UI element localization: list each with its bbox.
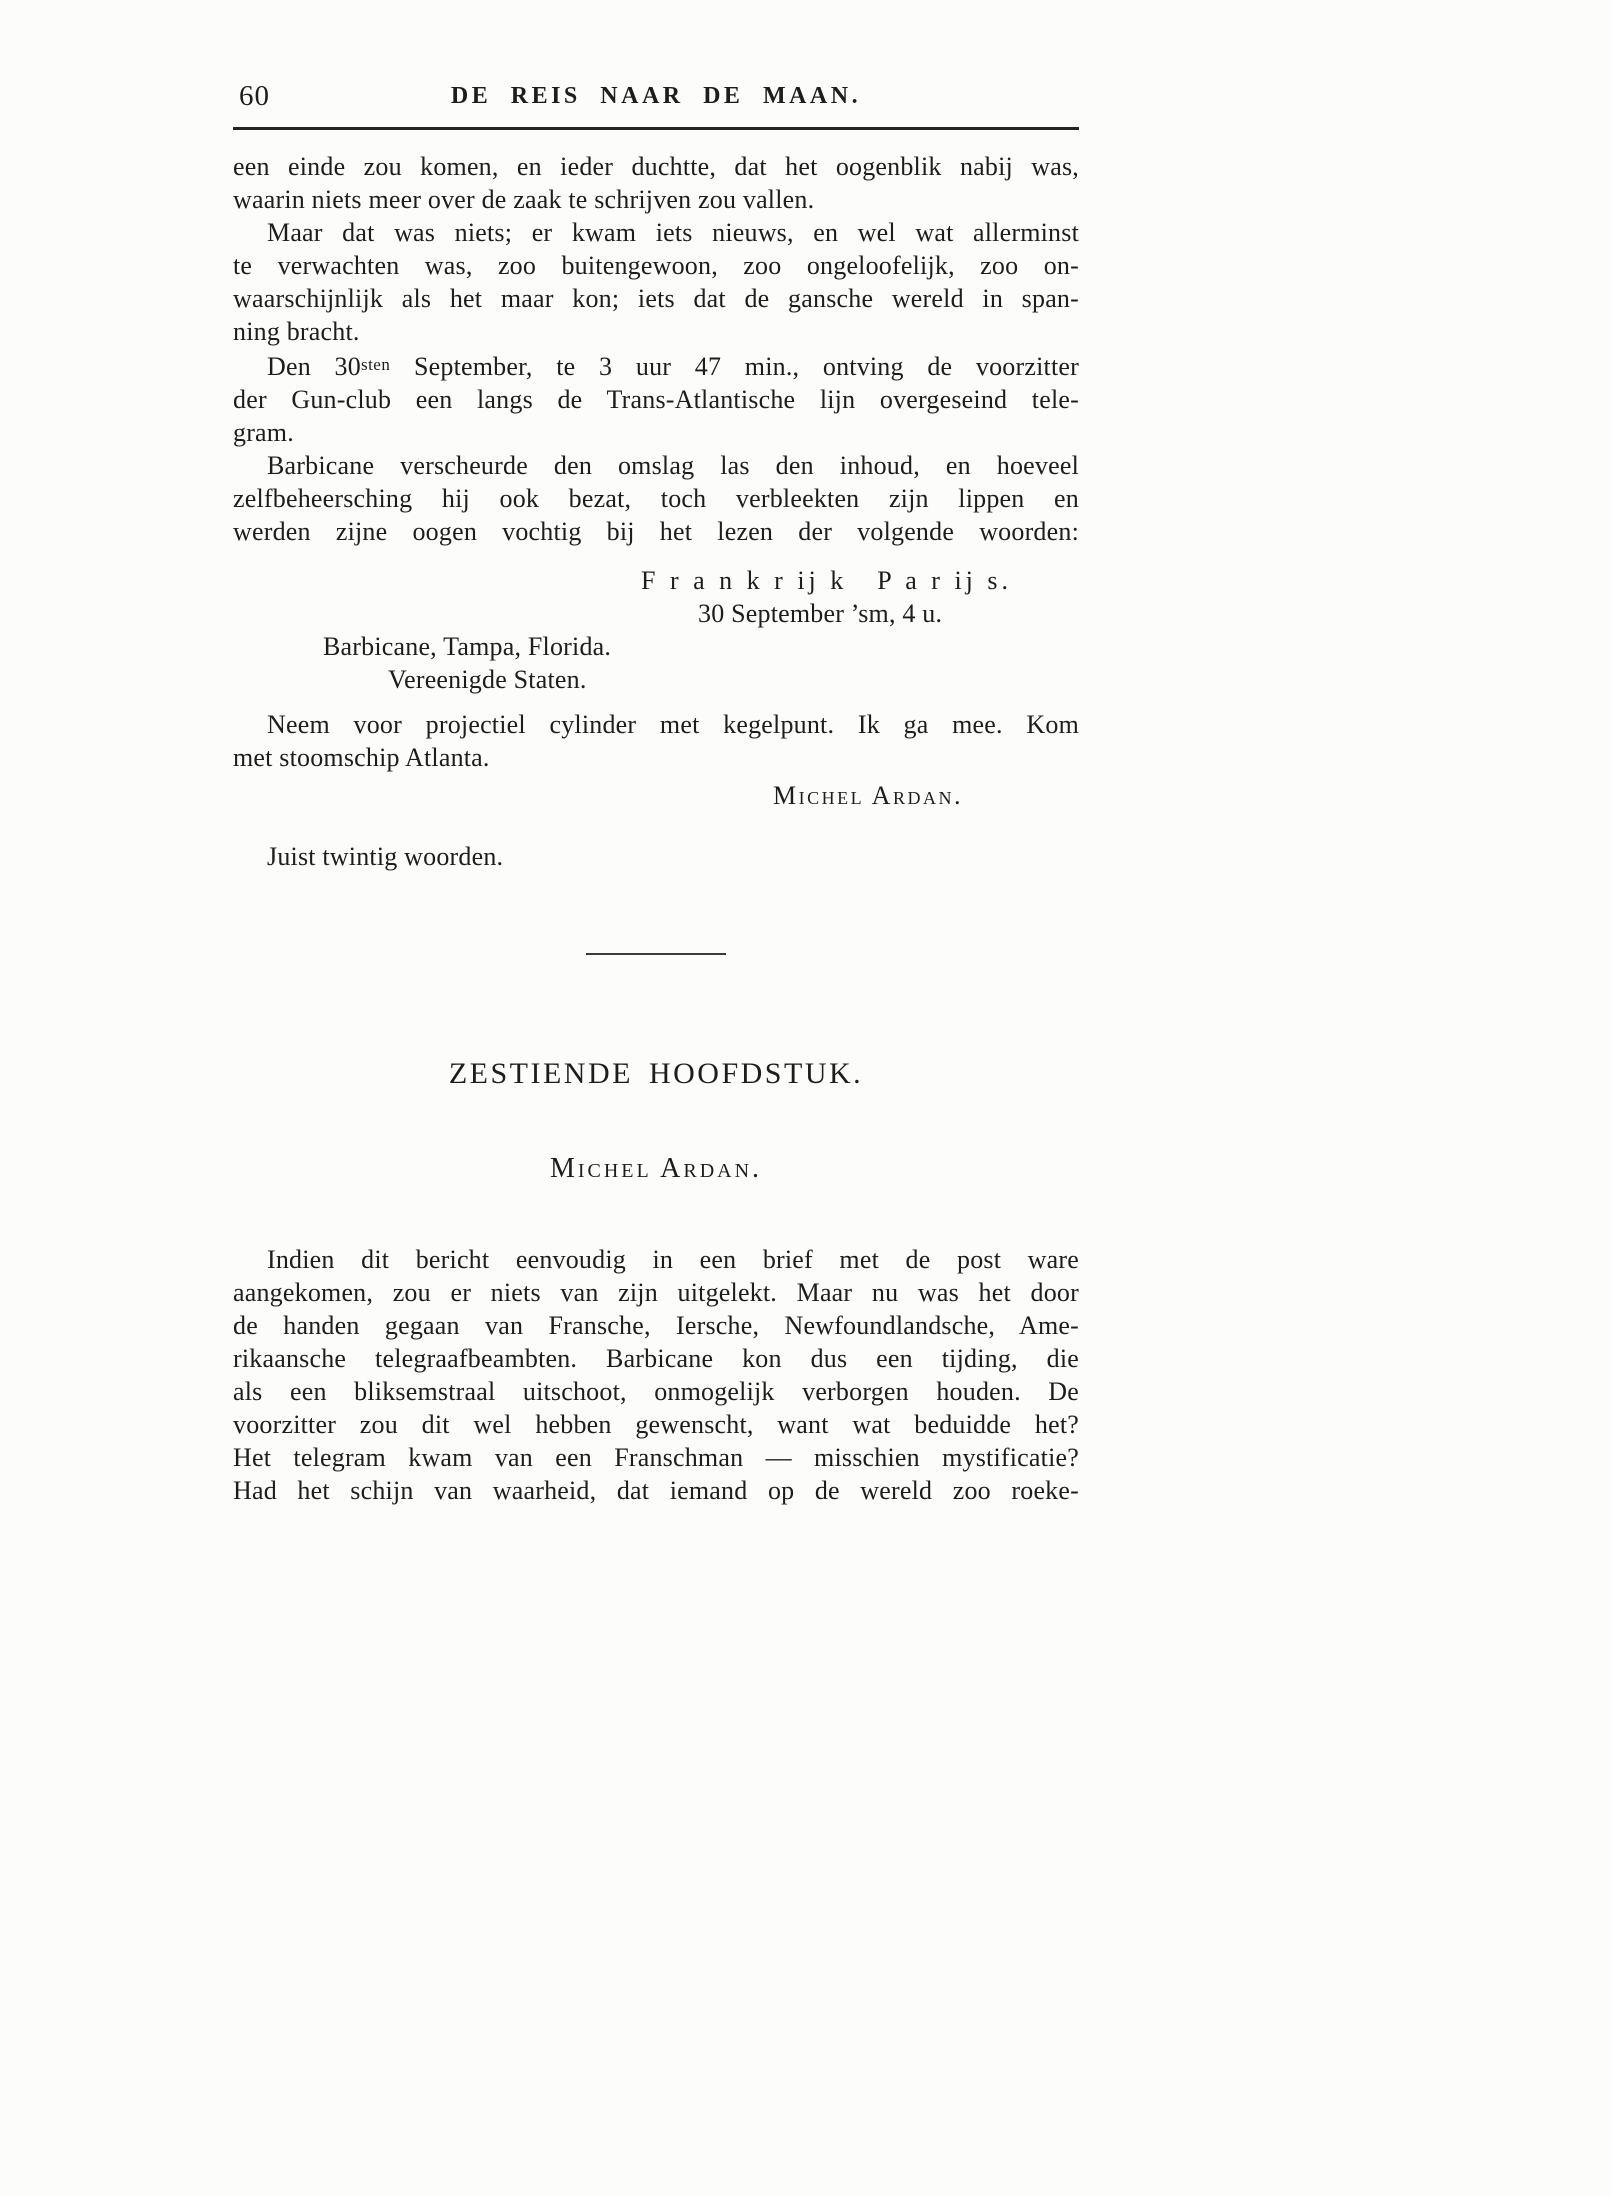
paragraph: [233, 150, 1079, 216]
text-line: gram.: [233, 418, 294, 447]
text-line: een einde zou komen, en ieder duchtte, dat het oogenblik nabij was,: [233, 152, 1079, 181]
text-line: Indien dit bericht eenvoudig in een brief met de post ware: [267, 1245, 1079, 1274]
page-number: 60: [239, 80, 270, 112]
page-header: [233, 78, 1079, 118]
text-line: voorzitter zou dit wel hebben gewenscht, want wat beduidde het?: [233, 1410, 1079, 1439]
telegram-message: [233, 708, 1079, 774]
text-segment: Den 30: [267, 352, 361, 381]
text-line: de handen gegaan van Fransche, Iersche, Newfoundlandsche, Ame-: [233, 1311, 1079, 1340]
text-line: werden zijne oogen vochtig bij het lezen der volgende woorden:: [233, 517, 1079, 546]
paragraph: [233, 1243, 1079, 1507]
text-line: als een bliksemstraal uitschoot, onmogelijk verborgen houden. De: [233, 1377, 1079, 1406]
text-line: Had het schijn van waarheid, dat iemand op de wereld zoo roeke-: [233, 1476, 1079, 1505]
body-text: [233, 150, 1079, 1507]
section-divider: [586, 953, 726, 955]
text-line: der Gun-club een langs de Trans-Atlantische lijn overgeseind tele-: [233, 385, 1079, 414]
telegram-datetime: 30 September ’sm, 4 u.: [698, 599, 943, 628]
text-line: waarschijnlijk als het maar kon; iets dat de gansche wereld in span-: [233, 284, 1079, 313]
text-line: waarin niets meer over de zaak te schrijven zou vallen.: [233, 185, 815, 214]
text-line: [233, 348, 1079, 383]
telegram-origin: F r a n k r ij k P a r ij s.: [641, 566, 1013, 595]
text-line: Maar dat was niets; er kwam iets nieuws, en wel wat allerminst: [267, 218, 1079, 247]
text-block: [233, 78, 1079, 1507]
text-line: te verwachten was, zoo buitengewoon, zoo ongeloofelijk, zoo on-: [233, 251, 1079, 280]
text-line: Neem voor projectiel cylinder met kegelpunt. Ik ga mee. Kom: [267, 710, 1079, 739]
text-line: Barbicane verscheurde den omslag las den inhoud, en hoeveel: [267, 451, 1079, 480]
paragraph: [233, 216, 1079, 348]
text-line: zelfbeheersching hij ook bezat, toch verbleekten zijn lippen en: [233, 484, 1079, 513]
chapter-heading: ZESTIENDE HOOFDSTUK.: [448, 1057, 864, 1090]
text-line: Het telegram kwam van een Franschman — misschien mystificatie?: [233, 1443, 1079, 1472]
running-title: DE REIS NAAR DE MAAN.: [450, 83, 862, 109]
chapter-body: [233, 1243, 1079, 1507]
text-line: aangekomen, zou er niets van zijn uitgelekt. Maar nu was het door: [233, 1278, 1079, 1307]
aside-line: Juist twintig woorden.: [267, 842, 504, 871]
telegram-country: Vereenigde Staten.: [388, 665, 587, 694]
paragraph: [233, 449, 1079, 548]
superscript: sten: [360, 355, 391, 374]
header-rule: [233, 127, 1079, 130]
telegram-block: [233, 564, 1079, 812]
text-segment: September, te 3 uur 47 min., ontving de voorzitter: [390, 352, 1079, 381]
text-line: ning bracht.: [233, 317, 360, 346]
telegram-addressee: Barbicane, Tampa, Florida.: [323, 632, 612, 661]
telegram-signature: Michel Ardan.: [773, 781, 963, 810]
text-line: rikaansche telegraafbeambten. Barbicane kon dus een tijding, die: [233, 1344, 1079, 1373]
chapter-subheading: Michel Ardan.: [549, 1153, 763, 1184]
paragraph: [233, 348, 1079, 449]
text-line: met stoomschip Atlanta.: [233, 743, 490, 772]
